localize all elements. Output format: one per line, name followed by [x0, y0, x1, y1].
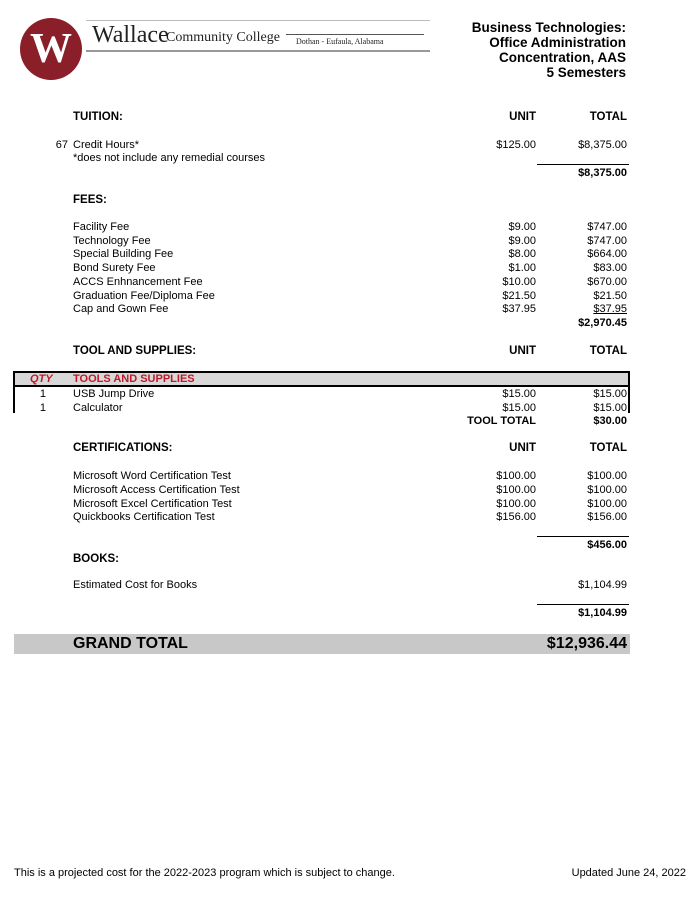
- books-subtotal: $1,104.99: [578, 607, 627, 619]
- tools-subtotal: $30.00: [593, 415, 627, 427]
- tuition-heading: TUITION:: [73, 111, 123, 123]
- tools-table-title: TOOLS AND SUPPLIES: [73, 373, 195, 385]
- grand-total-label: GRAND TOTAL: [73, 635, 188, 652]
- tools-unit-header: UNIT: [509, 345, 536, 357]
- tool-name: USB Jump Drive: [73, 388, 155, 400]
- college-name: Wallace: [92, 22, 169, 48]
- fees-list: [73, 221, 215, 317]
- grand-total-value: $12,936.44: [546, 635, 627, 652]
- cert-units: $100.00 $100.00 $100.00 $156.00: [496, 470, 536, 524]
- fee-name: Graduation Fee/Diploma Fee: [73, 289, 215, 302]
- footer-updated: Updated June 24, 2022: [571, 867, 686, 879]
- tuition-qty: 67: [55, 139, 68, 151]
- fee-name: Technology Fee: [73, 234, 151, 247]
- tools-items: [73, 388, 154, 415]
- tools-qtys: 1 1: [39, 388, 46, 414]
- fee-name: Bond Surety Fee: [73, 262, 156, 275]
- cert-name: Microsoft Word Certification Test: [73, 470, 231, 482]
- tuition-subtotal: $8,375.00: [578, 167, 627, 179]
- cert-items: [73, 470, 240, 525]
- cert-totals: $100.00 $100.00 $100.00 $156.00: [587, 470, 627, 524]
- fees-subtotal: $2,970.45: [578, 317, 627, 329]
- fee-name: ACCS Enhnancement Fee: [73, 275, 203, 288]
- books-heading: BOOKS:: [73, 553, 119, 565]
- fees-units: $9.00 $9.00 $8.00 $1.00 $10.00 $21.50 $37.95: [502, 221, 536, 316]
- cert-subtotal: $456.00: [587, 539, 627, 551]
- tools-heading: TOOL AND SUPPLIES:: [73, 345, 197, 357]
- college-name-suffix: Community College: [166, 30, 280, 45]
- books-total: $1,104.99: [578, 579, 627, 591]
- college-locations: Dothan - Eufaula, Alabama: [296, 37, 384, 46]
- cert-name: Microsoft Excel Certification Test: [73, 497, 232, 510]
- cert-total-header: TOTAL: [589, 442, 627, 454]
- fee-name: Facility Fee: [73, 221, 130, 233]
- tools-units: $15.00 $15.00: [502, 388, 536, 414]
- certifications-heading: CERTIFICATIONS:: [73, 442, 173, 454]
- tools-total-header: TOTAL: [589, 345, 627, 357]
- fee-name: Cap and Gown Fee: [73, 303, 169, 316]
- tools-total-label: TOOL TOTAL: [467, 415, 536, 427]
- cert-name: Quickbooks Certification Test: [73, 511, 215, 524]
- tuition-note: *does not include any remedial courses: [73, 152, 266, 164]
- footer-disclaimer: This is a projected cost for the 2022-2023 program which is subject to change.: [14, 867, 395, 879]
- tool-name: Calculator: [73, 401, 123, 414]
- tuition-item: Credit Hours*: [73, 139, 140, 151]
- books-item: Estimated Cost for Books: [73, 579, 198, 591]
- cert-unit-header: UNIT: [509, 442, 536, 454]
- tuition-unit-header: UNIT: [509, 111, 536, 123]
- cert-name: Microsoft Access Certification Test: [73, 483, 240, 496]
- fees-heading: FEES:: [73, 194, 107, 206]
- fee-name: Special Building Fee: [73, 248, 174, 261]
- tools-totals: $15.00 $15.00: [593, 388, 627, 414]
- program-title: Business Technologies: Office Administration Concentration, AAS 5 Semesters: [471, 20, 626, 80]
- tools-qty-col: QTY: [30, 373, 53, 385]
- fees-totals: $747.00 $747.00 $664.00 $83.00 $670.00 $21.50 $37.95: [587, 221, 627, 316]
- tuition-total: $8,375.00: [578, 139, 627, 151]
- tuition-unit: $125.00: [496, 139, 536, 151]
- logo-seal-icon: W: [20, 18, 82, 80]
- tuition-total-header: TOTAL: [589, 111, 627, 123]
